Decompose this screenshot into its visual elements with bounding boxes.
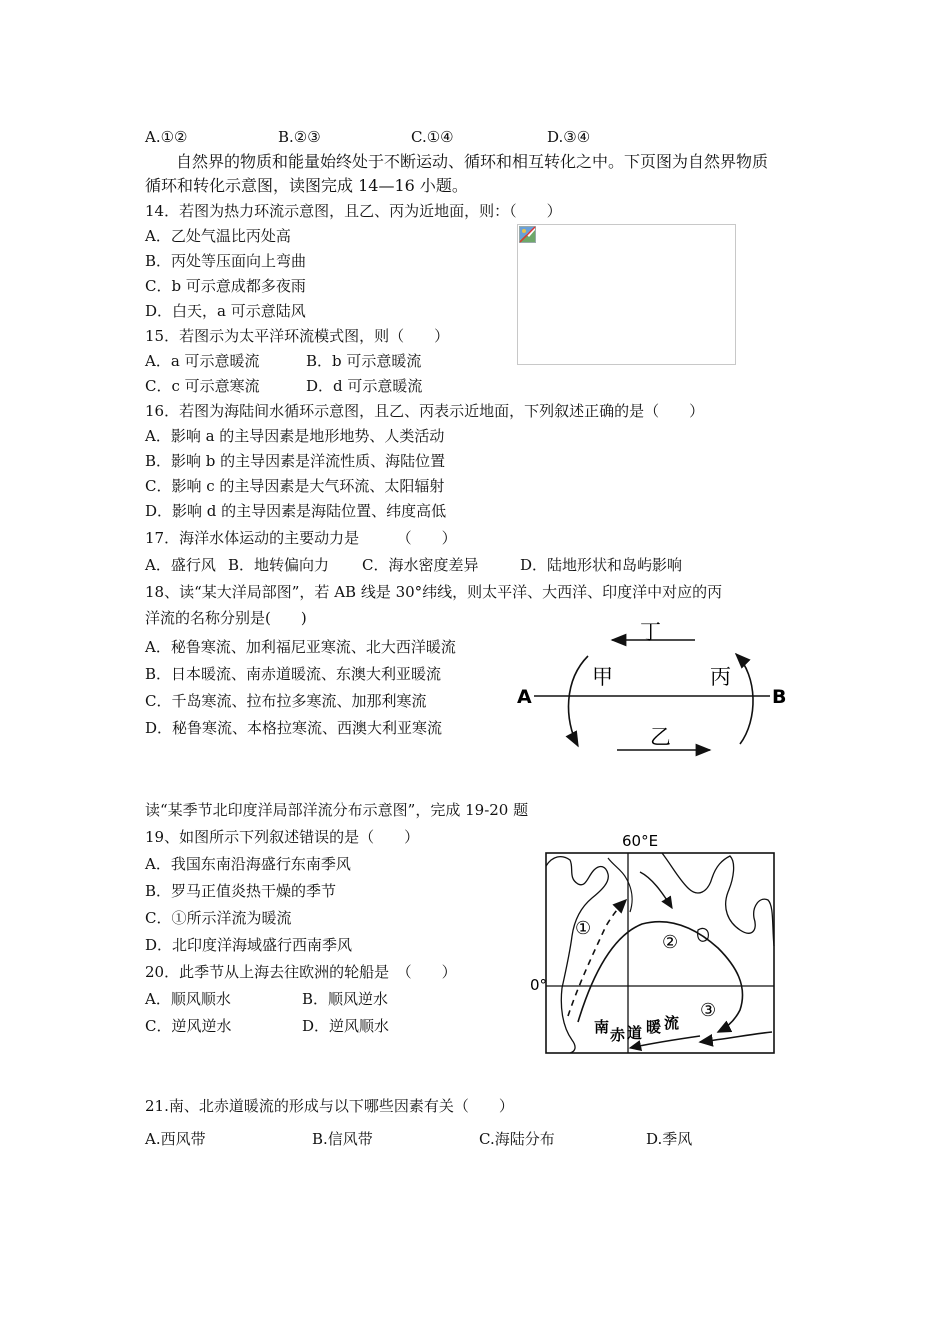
q16-stem: 16．若图为海陆间水循环示意图，且乙、丙表示近地面，下列叙述正确的是（ ） — [145, 402, 705, 420]
label-a: A — [517, 686, 532, 708]
q18-option-d: D．秘鲁寒流、本格拉寒流、西澳大利亚寒流 — [145, 719, 443, 737]
q19-option-d: D．北印度洋海域盛行西南季风 — [145, 936, 353, 954]
intro-19-20: 读“某季节北印度洋局部洋流分布示意图”，完成 19-20 题 — [145, 801, 529, 819]
q16-option-c: C．影响 c 的主导因素是大气环流、太阳辐射 — [145, 477, 445, 495]
q19-stem: 19、如图所示下列叙述错误的是（ ） — [145, 828, 420, 846]
q21-option-d: D.季风 — [646, 1130, 693, 1148]
circle-3-label: ③ — [700, 1000, 717, 1021]
right-current-arrow — [736, 654, 753, 744]
q21-option-c: C.海陆分布 — [479, 1130, 555, 1148]
label-b: B — [772, 686, 787, 708]
q18-option-a: A．秘鲁寒流、加利福尼亚寒流、北大西洋暖流 — [145, 638, 456, 656]
q14-option-a: A．乙处气温比丙处高 — [145, 227, 291, 245]
q18-option-c: C．千岛寒流、拉布拉多寒流、加那利寒流 — [145, 692, 427, 710]
current-2-loop-arrow — [578, 922, 743, 1032]
q13-option-b: B.②③ — [278, 128, 321, 146]
broken-image-placeholder — [517, 224, 736, 365]
q14-stem: 14．若图为热力环流示意图，且乙、丙为近地面，则：（ ） — [145, 202, 562, 220]
broken-image-icon — [519, 226, 536, 243]
q21-option-b: B.信风带 — [312, 1130, 373, 1148]
intro-14-16-line2: 循环和转化示意图，读图完成 14—16 小题。 — [145, 176, 468, 195]
q18-stem-line1: 18、读“某大洋局部图”，若 AB 线是 30°纬线，则太平洋、大西洋、印度洋中对应的丙 — [145, 583, 723, 601]
q13-option-d: D.③④ — [547, 128, 591, 146]
q15-option-d: D．d 可示意暖流 — [306, 377, 423, 395]
current-label-nuan: 暖 — [646, 1018, 662, 1036]
q15-option-c: C．c 可示意寒流 — [145, 377, 260, 395]
q13-option-a: A.①② — [145, 128, 188, 146]
q17-option-a: A．盛行风 — [145, 556, 216, 574]
label-jia: 甲 — [592, 665, 613, 689]
q16-option-b: B．影响 b 的主导因素是洋流性质、海陆位置 — [145, 452, 446, 470]
q13-option-c: C.①④ — [411, 128, 454, 146]
arabian-current-arrow — [640, 872, 672, 908]
q20-option-d: D．逆风顺水 — [302, 1017, 390, 1035]
current-label-liu: 流 — [664, 1014, 680, 1032]
q17-stem: 17．海洋水体运动的主要动力是 （ ） — [145, 529, 457, 547]
q21-stem: 21.南、北赤道暖流的形成与以下哪些因素有关（ ） — [145, 1097, 514, 1115]
q20-option-a: A．顺风顺水 — [145, 990, 231, 1008]
south-equatorial-current-arrow — [700, 1032, 772, 1042]
q18-stem-line2: 洋流的名称分别是( ) — [145, 609, 307, 627]
q21-option-a: A.西风带 — [145, 1130, 206, 1148]
ocean-circulation-diagram — [512, 620, 802, 760]
q20-stem: 20．此季节从上海去往欧洲的轮船是 （ ） — [145, 963, 457, 981]
q15-option-a: A．a 可示意暖流 — [145, 352, 260, 370]
q14-option-d: D．白天，a 可示意陆风 — [145, 302, 306, 320]
label-yi: 乙 — [650, 725, 671, 749]
q17-option-c: C．海水密度差异 — [362, 556, 479, 574]
q19-option-c: C．①所示洋流为暖流 — [145, 909, 292, 927]
q15-stem: 15．若图示为太平洋环流模式图，则（ ） — [145, 327, 450, 345]
q16-option-a: A．影响 a 的主导因素是地形地势、人类活动 — [145, 427, 445, 445]
circle-2-label: ② — [662, 932, 679, 953]
india-coastline — [662, 853, 774, 946]
q16-option-d: D．影响 d 的主导因素是海陆位置、纬度高低 — [145, 502, 447, 520]
intro-14-16-line1: 自然界的物质和能量始终处于不断运动、循环和相互转化之中。下页图为自然界物质 — [176, 152, 769, 171]
circle-1-label: ① — [575, 918, 592, 939]
longitude-60e-label: 60°E — [622, 832, 659, 850]
q18-option-b: B．日本暖流、南赤道暖流、东澳大利亚暖流 — [145, 665, 442, 683]
q19-option-a: A．我国东南沿海盛行东南季风 — [145, 855, 351, 873]
q14-option-c: C．b 可示意成都多夜雨 — [145, 277, 306, 295]
label-bing: 丙 — [710, 665, 731, 689]
current-label-dao: 道 — [627, 1024, 643, 1042]
current-label-chi: 赤 — [610, 1026, 626, 1044]
q17-option-b: B．地转偏向力 — [228, 556, 330, 574]
q15-option-b: B．b 可示意暖流 — [306, 352, 422, 370]
left-current-arrow — [569, 656, 588, 746]
q17-option-d: D．陆地形状和岛屿影响 — [520, 556, 683, 574]
q14-option-b: B．丙处等压面向上弯曲 — [145, 252, 307, 270]
north-indian-ocean-map — [522, 826, 782, 1058]
q20-option-c: C．逆风逆水 — [145, 1017, 232, 1035]
label-ding: 丁 — [640, 620, 661, 644]
q19-option-b: B．罗马正值炎热干燥的季节 — [145, 882, 337, 900]
current-label-nan: 南 — [594, 1018, 610, 1036]
q20-option-b: B．顺风逆水 — [302, 990, 389, 1008]
equator-0-label: 0° — [530, 976, 548, 994]
